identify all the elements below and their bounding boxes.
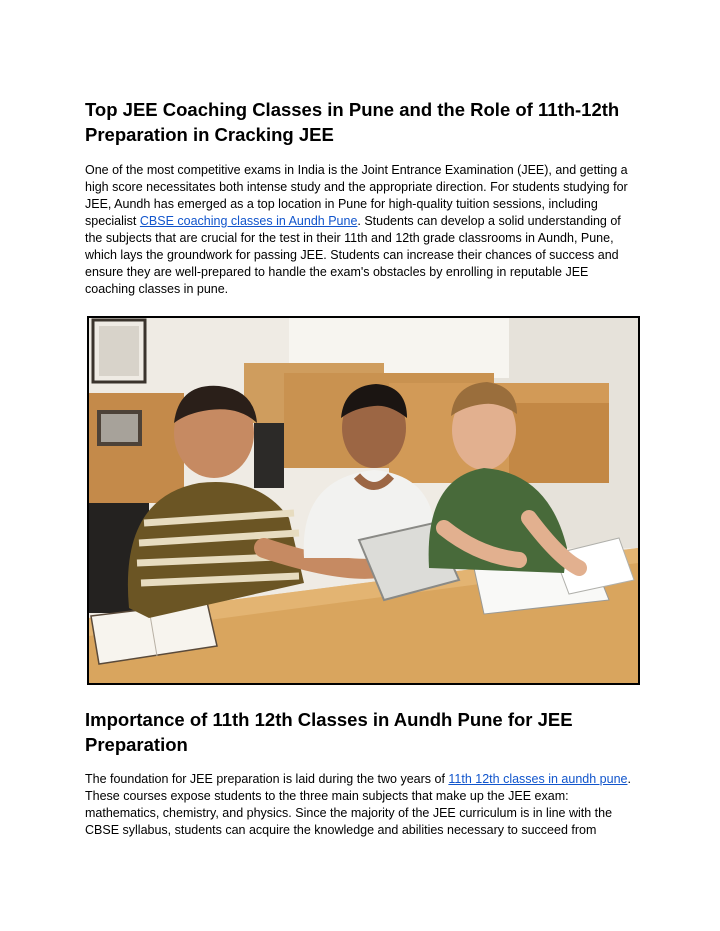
intro-paragraph — [85, 162, 641, 298]
section-paragraph — [85, 771, 641, 839]
section-text-start: The foundation for JEE preparation is laid during the two years of — [85, 772, 449, 786]
page-title: Top JEE Coaching Classes in Pune and the Role of 11th-12th Preparation in Cracking JEE — [85, 99, 620, 145]
section-text-end: . These courses expose students to the three main subjects that make up the JEE exam: mathematics, chemistry, and physics. Since the majority of the JEE curriculum is in line with the CBSE syllabus, students can acquire the knowledge and abilities necessary to succeed from — [85, 772, 631, 837]
students-photo — [87, 316, 640, 685]
cbse-coaching-link[interactable]: CBSE coaching classes in Aundh Pune — [139, 214, 358, 228]
students-illustration — [89, 318, 638, 683]
classes-aundh-link[interactable]: 11th 12th classes in aundh pune — [448, 772, 628, 786]
section-heading: Importance of 11th 12th Classes in Aundh Pune for JEE Preparation — [85, 709, 573, 755]
intro-text-start: One of the most competitive exams in India is the Joint Entrance Examination (JEE), and getting a high score necessitates both intense study and the appropriate direction. For students studying for JEE, Aundh has emerged as a top location in Pune for high-quality tuition sessions, including specialist — [85, 163, 628, 228]
intro-text-end: . Students can develop a solid understanding of the subjects that are crucial for the test in their 11th and 12th grade classrooms in Aundh, Pune, which lays the groundwork for passing JEE. Students can increase their chances of success and ensure they are well-prepared to handle the exam's obstacles by enrolling in reputable JEE coaching classes in pune. — [85, 214, 621, 296]
